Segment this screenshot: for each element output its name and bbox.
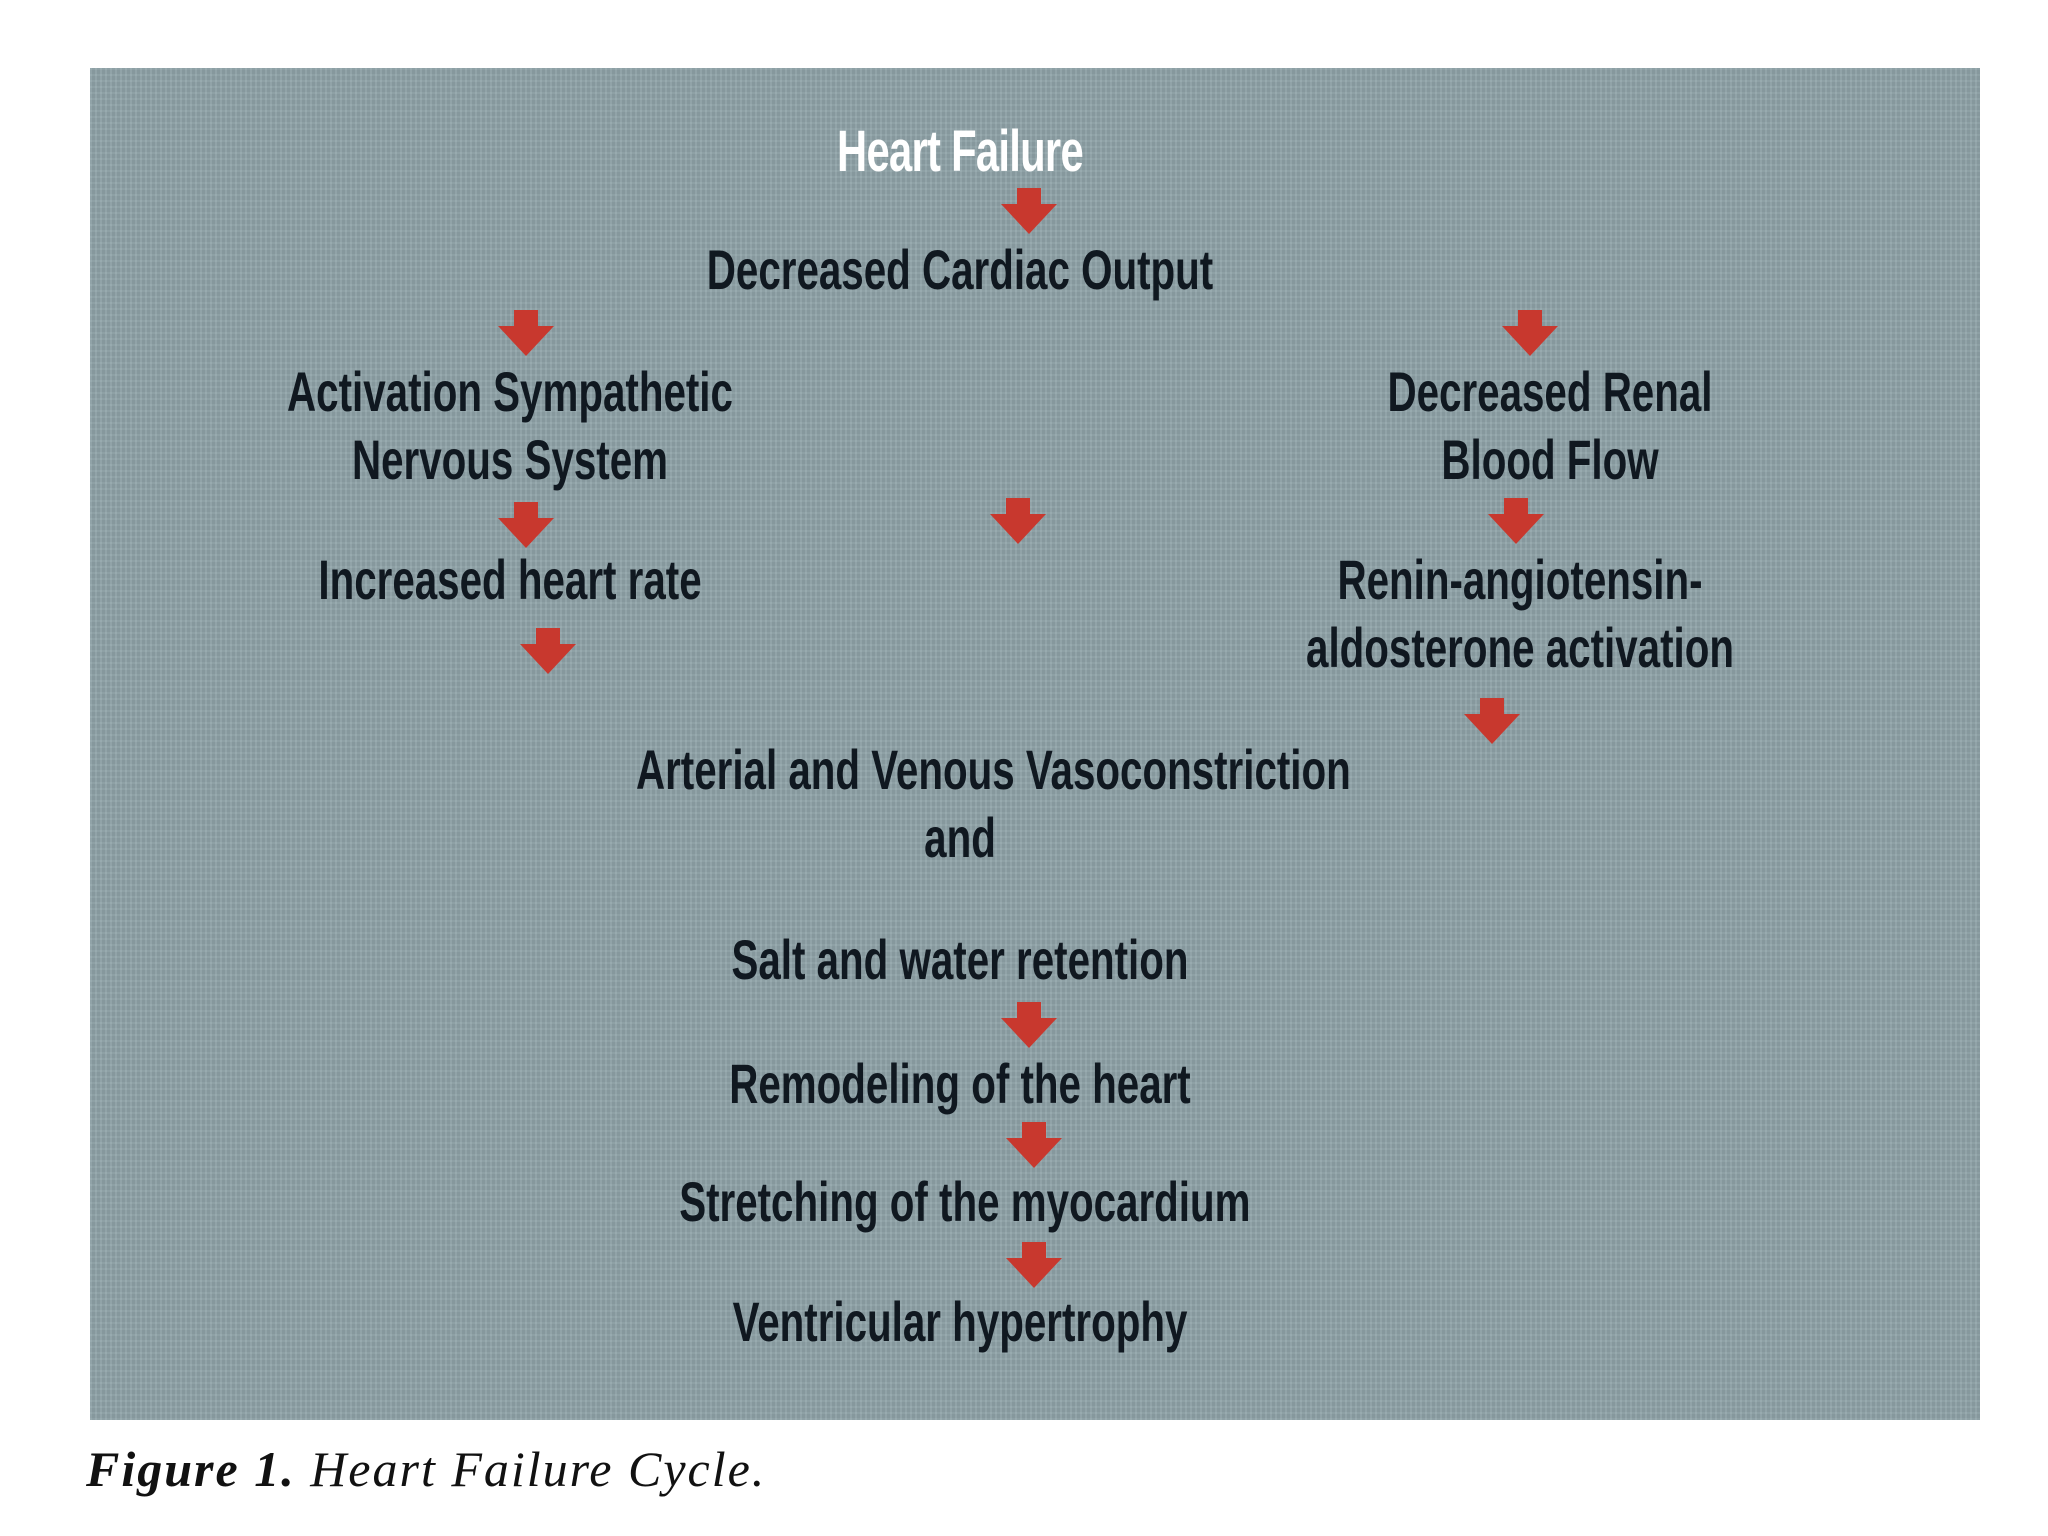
arrow-down-icon — [1486, 496, 1546, 546]
arrow-down-left-icon — [496, 308, 556, 358]
node-salt-water-retention: Salt and water retention — [731, 928, 1189, 991]
diagram-panel — [90, 68, 1980, 1420]
node-line: Renin-angiotensin- — [1337, 548, 1703, 611]
arrow-down-right-icon — [1500, 308, 1560, 358]
node-vasoconstriction — [636, 736, 1351, 872]
node-increased-heart-rate: Increased heart rate — [318, 548, 702, 611]
node-line: Decreased Renal — [1387, 360, 1713, 423]
node-line: aldosterone activation — [1306, 616, 1734, 679]
node-remodeling: Remodeling of the heart — [729, 1052, 1191, 1115]
node-decreased-renal — [1363, 358, 1737, 494]
node-activation-sympathetic — [287, 358, 733, 494]
node-line: Blood Flow — [1441, 428, 1659, 491]
node-raas-activation — [1268, 546, 1772, 682]
arrow-down-icon — [1004, 1240, 1064, 1290]
arrow-down-icon — [999, 1000, 1059, 1050]
node-decreased-cardiac-output: Decreased Cardiac Output — [706, 238, 1214, 301]
figure-label: Figure 1. — [86, 1441, 296, 1497]
arrow-down-icon — [1462, 696, 1522, 746]
node-stretching: Stretching of the myocardium — [679, 1170, 1251, 1233]
arrow-down-icon — [988, 496, 1048, 546]
node-ventricular-hypertrophy: Ventricular hypertrophy — [732, 1290, 1188, 1353]
figure-caption — [86, 1440, 766, 1498]
node-line: and — [924, 806, 996, 869]
arrow-down-icon — [1004, 1120, 1064, 1170]
figure-caption-text: Heart Failure Cycle. — [310, 1441, 767, 1497]
node-line: Activation Sympathetic — [287, 360, 733, 423]
arrow-down-icon — [518, 626, 578, 676]
diagram-title: Heart Failure — [837, 119, 1083, 184]
arrow-down-icon — [999, 186, 1059, 236]
arrow-down-icon — [496, 500, 556, 550]
node-line: Arterial and Venous Vasoconstriction — [636, 738, 1351, 801]
node-line: Nervous System — [352, 428, 668, 491]
